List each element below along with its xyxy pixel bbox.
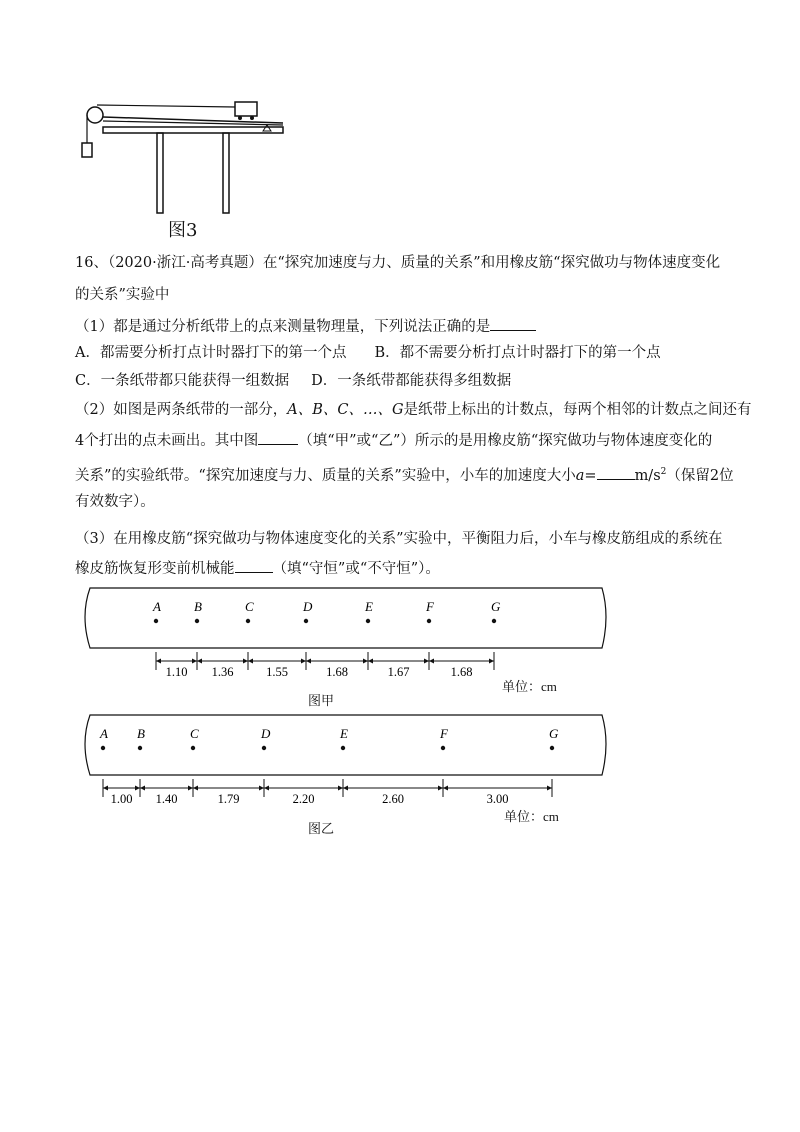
part1-prompt: （1）都是通过分析纸带上的点来测量物理量，下列说法正确的是 bbox=[75, 316, 536, 337]
interval-value: 1.68 bbox=[450, 665, 473, 679]
arrow-head bbox=[140, 786, 145, 791]
tape-jia-caption: 图甲 bbox=[308, 694, 335, 709]
arrow-head bbox=[343, 786, 348, 791]
question-stem-line2: 的关系”实验中 bbox=[75, 287, 170, 303]
arrow-head bbox=[248, 659, 253, 664]
tape-yi-unit: 单位：cm bbox=[504, 809, 559, 824]
point-dot-A bbox=[154, 619, 158, 623]
interval-value: 1.67 bbox=[387, 665, 410, 679]
point-dot-F bbox=[427, 619, 431, 623]
arrow-head bbox=[438, 786, 443, 791]
interval-value: 1.79 bbox=[217, 792, 240, 806]
table-leg bbox=[157, 133, 163, 213]
point-dot-E bbox=[341, 746, 345, 750]
point-dot-D bbox=[262, 746, 266, 750]
tape-yi-caption: 图乙 bbox=[308, 822, 335, 837]
arrow-head bbox=[192, 659, 197, 664]
point-dot-A bbox=[101, 746, 105, 750]
part2-line3: 关系”的实验纸带。“探究加速度与力、质量的关系”实验中，小车的加速度大小$a= m/s^2$（保留2位 bbox=[75, 462, 734, 486]
point-label-E: E bbox=[365, 599, 373, 614]
point-dot-D bbox=[304, 619, 308, 623]
part1-options-ab bbox=[75, 343, 661, 363]
arrow-head bbox=[363, 659, 368, 664]
pulley bbox=[87, 107, 103, 123]
point-dot-G bbox=[492, 619, 496, 623]
arrow-head bbox=[103, 786, 108, 791]
table-top bbox=[103, 127, 283, 133]
point-label-G: G bbox=[549, 726, 559, 741]
interval-value: 1.40 bbox=[155, 792, 178, 806]
answer-blank bbox=[597, 465, 635, 480]
part2-line1: （2）如图是两条纸带的一部分，A、B、C、…、G是纸带上标出的计数点，每两个相邻的计数点之间还有 bbox=[75, 402, 752, 418]
string bbox=[97, 105, 235, 107]
part1-options-cd bbox=[75, 371, 511, 391]
arrow-head bbox=[156, 659, 161, 664]
answer-blank bbox=[490, 316, 536, 331]
arrow-head bbox=[429, 659, 434, 664]
answer-blank bbox=[235, 558, 273, 573]
interval-value: 1.36 bbox=[211, 665, 234, 679]
question-source: （2020·浙江·高考真题） bbox=[107, 255, 263, 271]
point-dot-C bbox=[191, 746, 195, 750]
interval-value: 3.00 bbox=[486, 792, 509, 806]
part2-line2: 4个打出的点未画出。其中图 （填“甲”或“乙”）所示的是用橡皮筋“探究做功与物体速度变化的 bbox=[75, 430, 712, 451]
part2-line4: 有效数字）。 bbox=[75, 494, 155, 510]
arrow-head bbox=[368, 659, 373, 664]
point-label-F: F bbox=[426, 599, 434, 614]
arrow-head bbox=[259, 786, 264, 791]
arrow-head bbox=[424, 659, 429, 664]
interval-value: 2.20 bbox=[292, 792, 315, 806]
point-label-D: D bbox=[303, 599, 313, 614]
arrow-head bbox=[547, 786, 552, 791]
tape-jia bbox=[70, 586, 615, 686]
part3-line1: （3）在用橡皮筋“探究做功与物体速度变化的关系”实验中，平衡阻力后，小车与橡皮筋组成的系统在 bbox=[75, 531, 723, 547]
cart bbox=[235, 102, 257, 116]
point-dot-B bbox=[195, 619, 199, 623]
answer-blank bbox=[258, 430, 298, 445]
interval-value: 2.60 bbox=[382, 792, 404, 806]
arrow-head bbox=[193, 786, 198, 791]
interval-value: 1.10 bbox=[165, 665, 188, 679]
point-label-A: A bbox=[153, 599, 161, 614]
option-c: C．一条纸带都只能获得一组数据 bbox=[75, 373, 290, 389]
point-label-A: A bbox=[100, 726, 108, 741]
hanging-weight bbox=[82, 143, 92, 157]
interval-value: 1.68 bbox=[326, 665, 348, 679]
point-label-D: D bbox=[261, 726, 271, 741]
arrow-head bbox=[243, 659, 248, 664]
arrow-head bbox=[135, 786, 140, 791]
part3-line2: 橡皮筋恢复形变前机械能 （填“守恒”或“不守恒”）。 bbox=[75, 558, 440, 579]
point-label-E: E bbox=[340, 726, 348, 741]
point-label-C: C bbox=[245, 599, 254, 614]
option-b: B．都不需要分析打点计时器打下的第一个点 bbox=[374, 345, 661, 361]
figure3-caption: 图3 bbox=[168, 220, 198, 241]
arrow-head bbox=[188, 786, 193, 791]
tape-jia-unit: 单位：cm bbox=[502, 679, 557, 694]
option-d: D．一条纸带都能获得多组数据 bbox=[311, 373, 512, 389]
point-label-F: F bbox=[440, 726, 448, 741]
point-dot-F bbox=[441, 746, 445, 750]
arrow-head bbox=[443, 786, 448, 791]
arrow-head bbox=[197, 659, 202, 664]
interval-value: 1.55 bbox=[266, 665, 288, 679]
point-label-G: G bbox=[491, 599, 501, 614]
point-label-C: C bbox=[190, 726, 199, 741]
point-dot-G bbox=[550, 746, 554, 750]
point-dot-C bbox=[246, 619, 250, 623]
point-label-B: B bbox=[137, 726, 145, 741]
question-stem-line1: 16、（2020·浙江·高考真题）在“探究加速度与力、质量的关系”和用橡皮筋“探究做功与物体速度变化 bbox=[75, 255, 721, 271]
option-a: A．都需要分析打点计时器打下的第一个点 bbox=[75, 345, 347, 361]
arrow-head bbox=[264, 786, 269, 791]
interval-value: 1.00 bbox=[110, 792, 133, 806]
point-dot-E bbox=[366, 619, 370, 623]
tape-yi bbox=[70, 713, 615, 813]
arrow-head bbox=[489, 659, 494, 664]
table-leg bbox=[223, 133, 229, 213]
arrow-head bbox=[301, 659, 306, 664]
question-number: 16、 bbox=[75, 255, 108, 271]
figure3-apparatus bbox=[75, 95, 295, 220]
point-label-B: B bbox=[194, 599, 202, 614]
arrow-head bbox=[338, 786, 343, 791]
point-dot-B bbox=[138, 746, 142, 750]
arrow-head bbox=[306, 659, 311, 664]
